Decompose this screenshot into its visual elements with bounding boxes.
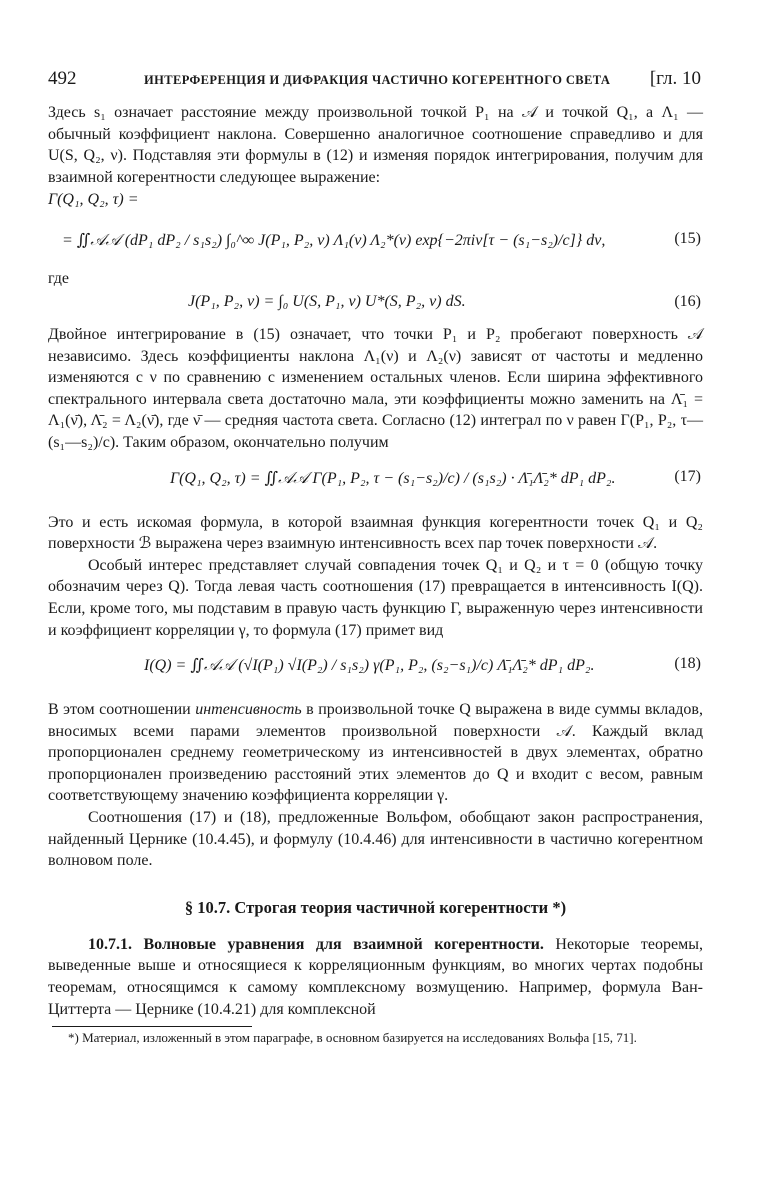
equation-18-body: I(Q) = ∬𝒜𝒜 (√I(P₁) √I(P₂) / s₁s₂) γ(P₁, P₂, (s₂−s₁)/c) Λ̄₁Λ̄₂* dP₁ dP₂. [144,657,595,675]
page-number: 492 [48,68,77,89]
equation-16 [48,290,703,318]
equation-15-lhs: Γ(Q₁, Q₂, τ) = [48,191,139,209]
equation-18-number: (18) [674,655,701,673]
equation-15-number: (15) [674,230,701,248]
section-heading: § 10.7. Строгая теория частичной когерентности *) [184,897,567,917]
running-header [48,68,703,102]
paragraph-intensity [48,699,703,807]
paragraph-double-integration: Двойное интегрирование в (15) означает, что точки P₁ и P₂ пробегают поверхность 𝒜 независимо. Здесь коэффициенты наклона Λ₁(ν) и Λ₂(ν) зависят от частоты и медленно изменяются с ν по сравнению с изменением остальных членов. Если ширина эффективного спектрального интервала света достаточно мала, эти коэффициенты можно заменить на Λ̄₁ = Λ₁(ν̄), Λ̄₂ = Λ₂(ν̄), где ν̄ — средняя частота света. Согласно (12) интеграл по ν равен Γ(P₁, P₂, τ—(s₁—s₂)/c). Таким образом, окончательно получим [48,325,704,451]
paragraph-intro: Здесь s₁ означает расстояние между произвольной точкой P₁ на 𝒜 и точкой Q₁, а Λ₁ — обычный коэффициент наклона. Совершенно аналогичное соотношение справедливо и для U(S, Q₂, ν). Подставляя эти формулы в (12) и изменяя порядок интегрирования, получим для взаимной когерентности следующее выражение: [48,104,703,186]
running-title: ИНТЕРФЕРЕНЦИЯ И ДИФРАКЦИЯ ЧАСТИЧНО КОГЕРЕНТНОГО СВЕТА [144,73,611,87]
paragraph-formula-result: Это и есть искомая формула, в которой взаимная функция когерентности точек Q₁ и Q₂ поверхности ℬ выражена через взаимную интенсивность всех пар точек поверхности 𝒜. [48,513,703,553]
footnote: *) Материал, изложенный в этом параграфе, в основном базируется на исследованиях Вольфа [15, 71]. [68,1030,637,1046]
wave-equations-text: Некоторые теоремы, выведенные выше и относящиеся к корреляционным функциям, во многих чертах подобны теоремам, относящимся к самому комплексному возмущению. Например, формула Ван-Циттерта — Цернике (10.4.21) для комплексной [48,935,704,1018]
equation-18 [48,641,703,693]
equation-15 [48,216,703,268]
intensity-emphasis: интенсивность [195,701,302,719]
intensity-text-a: В этом соотношении [48,701,196,719]
where-label: где [48,270,70,288]
paragraph-wave-equations [48,934,703,1020]
equation-17 [48,454,703,506]
footnote-rule [52,1026,252,1027]
equation-15-rhs: = ∬𝒜𝒜 (dP₁ dP₂ / s₁s₂) ∫₀^∞ J(P₁, P₂, ν) Λ₁(ν) Λ₂*(ν) exp{−2πiν[τ − (s₁−s₂)/c]} dν, [62,232,606,250]
chapter-label: [гл. 10 [649,68,701,89]
subsection-title: 10.7.1. Волновые уравнения для взаимной когерентности. [88,935,544,953]
paragraph-wolf-relations: Соотношения (17) и (18), предложенные Вольфом, обобщают закон распространения, найденный Цернике (10.4.45), и формулу (10.4.46) для интенсивности в частично когерентном волновом поле. [48,809,703,870]
equation-16-number: (16) [674,292,701,310]
intensity-text-c: в произвольной точке Q выражена в виде суммы вкладов, вносимых всеми парами элементов произвольной поверхности 𝒜. Каждый вклад пропорционален среднему геометрическому из интенсивностей в двух элементах, обратно пропорционален произведению расстояний этих элементов до Q и входит с весом, равным соответствующему значению коэффициента корреляции γ. [48,701,703,805]
paragraph-special-case: Особый интерес представляет случай совпадения точек Q₁ и Q₂ и τ = 0 (общую точку обозначим через Q). Тогда левая часть соотношения (17) превращается в интенсивность I(Q). Если, кроме того, мы подставим в правую часть функцию Γ, выраженную через интенсивности и коэффициент корреляции γ, то формула (17) примет вид [48,556,703,639]
equation-17-body: Γ(Q₁, Q₂, τ) = ∬𝒜𝒜 Γ(P₁, P₂, τ − (s₁−s₂)/c) / (s₁s₂) · Λ̄₁Λ̄₂* dP₁ dP₂. [170,469,616,487]
equation-17-number: (17) [674,467,701,485]
equation-15-line1 [48,188,703,216]
equation-16-body: J(P₁, P₂, ν) = ∫₀ U(S, P₁, ν) U*(S, P₂, ν) dS. [188,292,466,310]
page [48,68,703,1046]
